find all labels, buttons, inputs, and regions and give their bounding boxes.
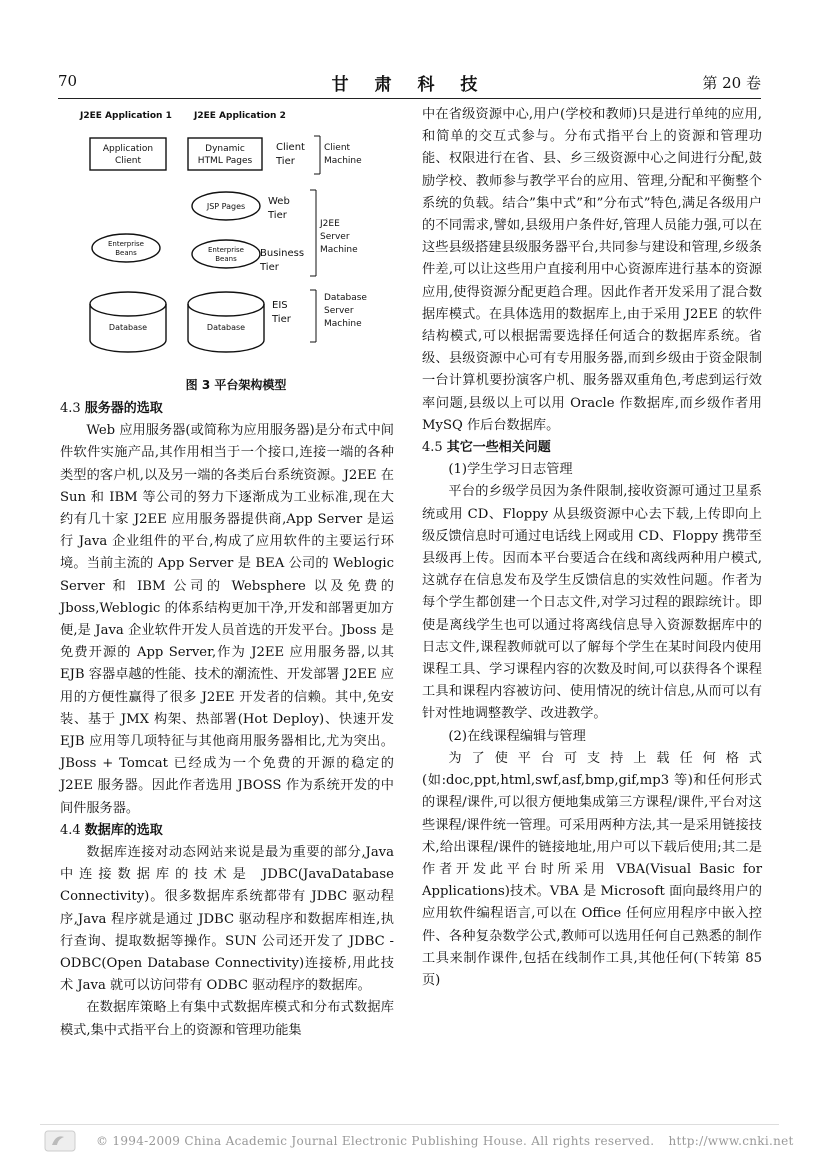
right-column	[422, 104, 762, 992]
label-ebeans-left-2: Beans	[115, 249, 137, 257]
label-db-server-3: Machine	[324, 319, 362, 329]
header-rule	[58, 98, 761, 99]
label-jsp: JSP Pages	[206, 202, 246, 211]
left-column	[60, 398, 394, 1042]
label-db-server-2: Server	[324, 306, 354, 316]
subheading: (2)在线课程编辑与管理	[448, 728, 586, 744]
paragraph: Web 应用服务器(或简称为应用服务器)是分布式中间件软件实施产品,其作用相当于一个接口,连接一端的各种类型的客户机,以及另一端的各类后台系统资源。J2EE 在 Sun 和 IBM 等公司的努力下逐渐成为工业标准,现在大约有几十家 J2EE 应用服务器提供商,App Server 是运行 Java 企业组件的平台,构成了应用软件的主要运行环境。当前主流的 App Server 是 BEA 公司的 Weblogic Server 和 IBM 公司的 Websphere 以及免费的 Jboss,Weblogic 的体系结构更加干净,开发和部署更加方便,是 Java 企业软件开发人员首选的开发平台。Jboss 是免费开源的 App Server,作为 J2EE 应用服务器,以其 EJB 容器卓越的性能、技术的潮流性、开发部署 J2EE 应用的方便性赢得了很多 J2EE 开发者的信赖。其中,免安装、基于 JMX 构架、热部署(Hot Deploy)、快速开发 EJB 应用等几项特征与其他商用服务器相比,尤为突出。JBoss + Tomcat 已经成为一个免费的开源的稳定的 J2EE 服务器。因此作者选用 JBOSS 作为系统开发的中间件服务器。	[60, 423, 394, 816]
cnki-logo-icon	[44, 1130, 76, 1152]
section-heading-4-5	[422, 437, 762, 459]
subheading: (1)学生学习日志管理	[448, 462, 573, 478]
section-title: 服务器的选取	[84, 401, 163, 416]
enterprise-beans-right-ellipse	[192, 240, 260, 268]
label-eis-tier-1: EIS	[272, 300, 288, 311]
label-eis-tier-2: Tier	[272, 314, 291, 325]
label-client-machine-1: Client	[324, 143, 351, 153]
label-business-tier-2: Tier	[260, 262, 279, 273]
section-title: 其它一些相关问题	[446, 440, 551, 456]
enterprise-beans-left-ellipse	[92, 234, 160, 262]
label-j2ee-server-2: Server	[320, 232, 350, 242]
section-number: 4.3	[60, 401, 81, 416]
label-html-pages: HTML Pages	[197, 156, 253, 166]
label-database-left: Database	[108, 323, 148, 332]
label-database-right: Database	[206, 323, 246, 332]
paragraph: 平台的乡级学员因为条件限制,接收资源可通过卫星系统或用 CD、Floppy 从县级资源中心去下载,上传即向上级反馈信息时可通过电话线上网或用 CD、Floppy 携带至县级再上传。因而本平台要适合在线和离线两种用户模式,这就存在信息发布及学生反馈信息的实效性问题。作者为每个学生都创建一个日志文件,对学习过程的跟踪统计。即使是离线学生也可以通过将离线信息导入资源数据库中的日志文件,课程教师就可以了解每个学生在某时间段内使用课程工具、学习课程内容的次数及时间,可以获得各个课程工具和课程内容被访问、使用情况的统计信息,从而可以有针对性地调整教学、改进教学。	[422, 484, 762, 722]
label-client-tier-1: Client	[276, 142, 305, 153]
label-ebeans-right-2: Beans	[215, 255, 237, 263]
label-dynamic: Dynamic	[205, 144, 245, 154]
architecture-figure	[76, 108, 396, 370]
page-footer	[0, 1128, 819, 1158]
label-client-tier-2: Tier	[276, 156, 295, 167]
paragraph: 中在省级资源中心,用户(学校和教师)只是进行单纯的应用,和简单的交互式参与。分布式指平台上的资源和管理功能、权限进行在省、县、乡三级资源中心之间进行分配,鼓励学校、教师参与教学平台的应用、管理,分配和平衡整个系统的负载。结合”集中式”和”分布式”特色,满足各级用户的不同需求,譬如,县级用户条件好,管理人员能力强,可以在这些县级搭建县级服务器平台,共同参与建设和管理,乡级条件差,可以让这些用户直接利用中心资源库进行基本的资源应用,使得资源分配更趋合理。因此作者开发采用了混合数据库模式。在具体选用的数据库上,由于采用 J2EE 的软件结构模式,可以根据需要选择任何适合的数据库系统。省级、县级资源中心可有专用服务器,而到乡级由于资金限制一台计算机要扮演客户机、服务器双重角色,考虑到运行效率问题,县级以上可以用 Oracle 作数据库,而乡级作者用 MySQ 作后台数据库。	[422, 107, 762, 433]
footer-url[interactable]: http://www.cnki.net	[668, 1134, 794, 1148]
section-title: 数据库的选取	[84, 822, 163, 838]
section-heading-4-3	[60, 398, 394, 420]
label-j2ee-server-1: J2EE	[320, 219, 340, 229]
label-db-server-1: Database	[324, 293, 367, 303]
section-number: 4.4	[60, 822, 81, 838]
label-web-tier-2: Tier	[268, 210, 287, 221]
database-left-cylinder	[90, 292, 166, 352]
label-j2ee-server-3: Machine	[320, 245, 358, 255]
journal-title: 甘 肃 科 技	[331, 75, 488, 95]
label-client: Client	[114, 156, 142, 166]
label-application: Application	[102, 144, 154, 154]
label-business-tier-1: Business	[260, 248, 305, 259]
label-client-machine-2: Machine	[324, 156, 362, 166]
footer-text	[96, 1134, 794, 1148]
volume-label: 第 20 卷	[702, 74, 761, 92]
database-right-cylinder	[188, 292, 264, 352]
footer-rule	[40, 1124, 779, 1125]
label-ebeans-right-1: Enterprise	[207, 246, 245, 254]
section-heading-4-4	[60, 820, 394, 842]
label-web-tier-1: Web	[268, 196, 290, 207]
section-number: 4.5	[422, 440, 443, 456]
copyright-text: © 1994-2009 China Academic Journal Electronic Publishing House. All rights reserved.	[96, 1134, 655, 1148]
architecture-diagram	[76, 108, 396, 370]
paragraph: 数据库连接对动态网站来说是最为重要的部分,Java 中连接数据库的技术是 JDBC(JavaDatabase Connectivity)。很多数据库系统都带有 JDBC 驱动程序,Java 程序就是通过 JDBC 驱动程序和数据库相连,执行查询、提取数据等操作。SUN 公司还开发了 JDBC - ODBC(Open Database Connectivity)连接桥,用此技术 Java 就可以访问带有 ODBC 驱动程序的数据库。	[60, 845, 394, 994]
paragraph: 为了使平台可支持上载任何格式(如:doc,ppt,html,swf,asf,bmp,gif,mp3 等)和任何形式的课程/课件,可以很方便地集成第三方课程/课件,平台对这些课程/课件统一管理。可采用两种方法,其一是采用链接技术,给出课程/课件的链接地址,用户可以下载后使用;其二是作者开发此平台时所采用 VBA(Visual Basic for Applications)技术。VBA 是 Microsoft 面向最终用户的应用软件编程语言,可以在 Office 任何应用程序中嵌入控件、各种复杂数学公式,教师可以选用任何自己熟悉的制作工具来制作课件,包括在线制作工具,其他任何(下转第 85 页)	[422, 750, 762, 988]
figure-caption: 图 3 平台架构模型	[185, 378, 287, 392]
label-app2: J2EE Application 2	[194, 111, 286, 121]
page-number: 70	[58, 72, 78, 90]
page-header	[58, 72, 761, 96]
label-app1: J2EE Application 1	[80, 111, 172, 121]
paragraph: 在数据库策略上有集中式数据库模式和分布式数据库模式,集中式指平台上的资源和管理功能集	[60, 1000, 394, 1038]
label-ebeans-left-1: Enterprise	[107, 240, 145, 248]
